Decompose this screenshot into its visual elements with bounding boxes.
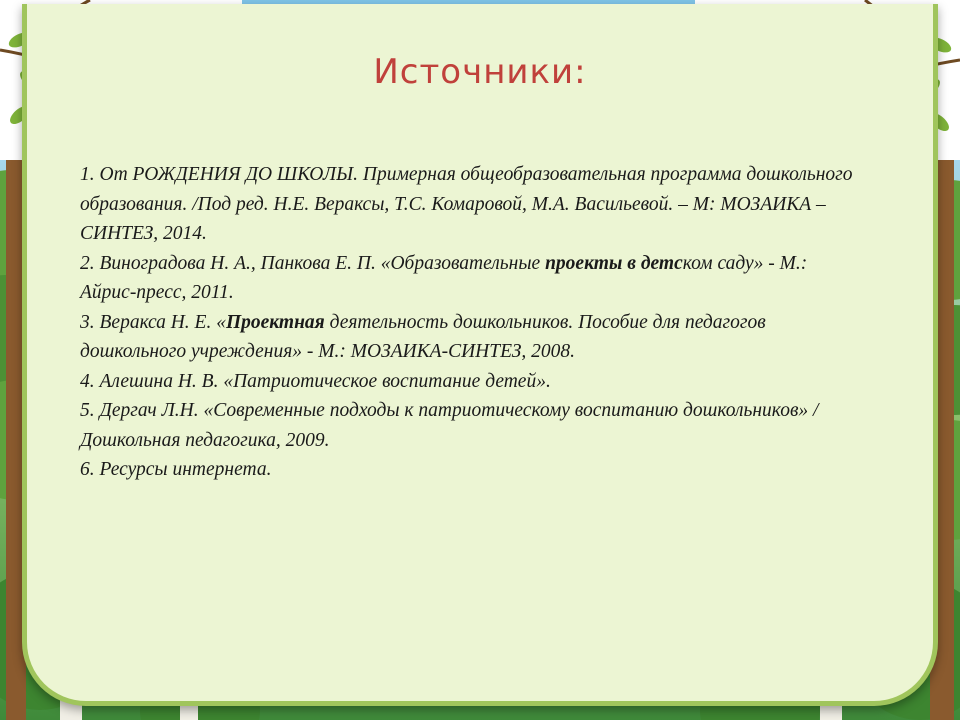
reference-item [80,367,860,397]
reference-text: 1. От РОЖДЕНИЯ ДО ШКОЛЫ. Примерная общеобразовательная программа дошкольного образования. /Под ред. Н.Е. Вераксы, Т.С. Комаровой, М.А. Васильевой. – М: МОЗАИКА – СИНТЕЗ, 2014. [80,164,853,244]
reference-text: деятельность дошкольников. Пособие для педагогов дошкольного учреждения» - М.: МОЗАИКА-СИНТЕЗ, 2008. [80,311,766,362]
reference-item [80,249,860,308]
reference-text: 2. Виноградова Н. А., Панкова Е. П. «Образовательные [80,252,546,274]
reference-text: 5. Дергач Л.Н. «Современные подходы к патриотическому воспитанию дошкольников» /Дошкольная педагогика, 2009. [80,400,819,451]
reference-item [80,455,860,485]
reference-item [80,396,860,455]
reference-item [80,308,860,367]
slide-title: Источники: [373,52,587,92]
reference-bold-fragment: Проектная [225,311,325,333]
reference-text: 3. Веракса Н. Е. « [80,311,226,333]
reference-text: 6. Ресурсы интернета. [80,459,272,480]
reference-bold-fragment: проекты в детс [545,252,683,274]
reference-item [80,160,860,249]
reference-list [80,160,860,485]
reference-text: ком саду» - М.: Айрис-пресс, 2011. [80,252,808,303]
reference-text: 4. Алешина Н. В. «Патриотическое воспитание детей». [80,370,551,392]
